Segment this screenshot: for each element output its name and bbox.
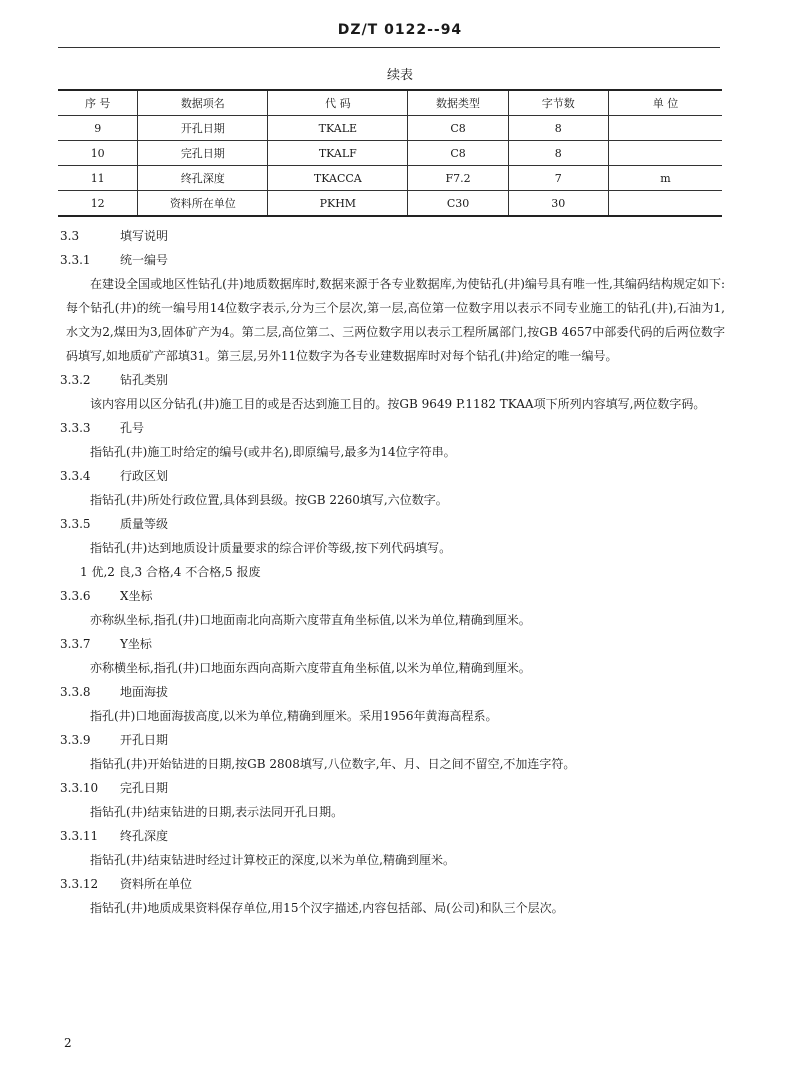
subsection-heading: [60, 368, 725, 392]
table-cell: 10: [90, 146, 105, 160]
subsection-body: 指钻孔(井)结束钻进的日期,表示法同开孔日期。: [90, 805, 344, 819]
subsection-heading: [60, 512, 725, 536]
table-cell: C30: [408, 191, 508, 217]
table-row: [58, 116, 722, 141]
subsection-heading: [60, 464, 725, 488]
page-header: DZ/T 0122--94: [337, 22, 463, 38]
subsection-body: 指钻孔(井)地质成果资料保存单位,用15个汉字描述,内容包括部、局(公司)和队三个层次。: [90, 901, 564, 915]
subsection-heading: [60, 416, 725, 440]
subsection-title: 钻孔类别: [120, 373, 169, 387]
subsection-number: 3.3.7: [60, 637, 91, 651]
subsection-heading: [60, 584, 725, 608]
table-cell: 8: [508, 116, 608, 141]
subsection-title: 完孔日期: [120, 781, 169, 795]
column-header: 数据类型: [408, 90, 508, 116]
table-cell: [608, 116, 722, 141]
subsection-heading: [60, 824, 725, 848]
table-cell: [608, 191, 722, 217]
table-cell: 资料所在单位: [138, 191, 268, 217]
subsection-body: 在建设全国或地区性钻孔(井)地质数据库时,数据来源于各专业数据库,为使钻孔(井)编号具有唯一性,其编码结构规定如下:每个钻孔(井)的统一编号用14位数字表示,分为三个层次,第一层,高位第一位数字用以表示不同专业施工的钻孔(井),石油为1,水文为2,煤田为3,固体矿产为4。第二层,高位第二、三两位数字用以表示工程所属部门,按GB 4657中部委代码的后两位数字码填写,如地质矿产部填31。第三层,另外11位数字为各专业建数据库时对每个钻孔(井)给定的唯一编号。: [66, 277, 725, 363]
table-cell: TKALE: [268, 116, 408, 141]
subsection-number: 3.3.11: [60, 829, 99, 843]
subsection-number: 3.3.1: [60, 253, 91, 267]
subsection-title: 孔号: [120, 421, 145, 435]
subsection-number: 3.3.8: [60, 685, 91, 699]
table-cell: TKALF: [268, 141, 408, 166]
grade-code-list: 1 优,2 良,3 合格,4 不合格,5 报废: [80, 565, 261, 579]
table-cell: F7.2: [408, 166, 508, 191]
subsection-body: 亦称横坐标,指孔(井)口地面东西向高斯六度带直角坐标值,以米为单位,精确到厘米。: [90, 661, 531, 675]
table-cell: PKHM: [268, 191, 408, 217]
subsection-body: 指钻孔(井)达到地质设计质量要求的综合评价等级,按下列代码填写。: [90, 541, 452, 555]
table-cell: 9: [94, 121, 102, 135]
subsection-heading: [60, 776, 725, 800]
subsection-heading: [60, 872, 725, 896]
subsection-number: 3.3.9: [60, 733, 91, 747]
column-header: 单 位: [608, 90, 722, 116]
table-cell: 完孔日期: [138, 141, 268, 166]
table-row: [58, 166, 722, 191]
subsection-title: 资料所在单位: [120, 877, 193, 891]
subsection-number: 3.3.6: [60, 589, 91, 603]
table-cell: 终孔深度: [138, 166, 268, 191]
subsection-heading: [60, 248, 725, 272]
subsection-title: 行政区划: [120, 469, 169, 483]
table-cell: 30: [508, 191, 608, 217]
table-cell: TKACCA: [268, 166, 408, 191]
subsection-title: Y坐标: [120, 637, 152, 651]
subsection-heading: [60, 680, 725, 704]
subsection-body: 指钻孔(井)开始钻进的日期,按GB 2808填写,八位数字,年、月、日之间不留空,不加连字符。: [90, 757, 576, 771]
subsection-body: 指钻孔(井)所处行政位置,具体到县级。按GB 2260填写,六位数字。: [90, 493, 448, 507]
table-cell: C8: [408, 141, 508, 166]
subsection-body: 指钻孔(井)施工时给定的编号(或井名),即原编号,最多为14位字符串。: [90, 445, 456, 459]
table-caption: 续表: [386, 68, 413, 83]
column-header: 序 号: [84, 97, 111, 110]
section-number: 3.3: [60, 229, 80, 243]
table-row: [58, 141, 722, 166]
subsection-body: 指孔(井)口地面海拔高度,以米为单位,精确到厘米。采用1956年黄海高程系。: [90, 709, 498, 723]
column-header: 数据项名: [138, 90, 268, 116]
subsection-number: 3.3.12: [60, 877, 99, 891]
subsection-number: 3.3.10: [60, 781, 99, 795]
subsection-number: 3.3.5: [60, 517, 91, 531]
column-header: 字节数: [508, 90, 608, 116]
section-heading: [60, 224, 725, 248]
subsection-body: 亦称纵坐标,指孔(井)口地面南北向高斯六度带直角坐标值,以米为单位,精确到厘米。: [90, 613, 531, 627]
section-title: 填写说明: [120, 229, 169, 243]
table-cell: m: [608, 166, 722, 191]
table-cell: 11: [90, 171, 105, 185]
subsection-title: 开孔日期: [120, 733, 169, 747]
header-divider: [58, 47, 720, 48]
subsection-title: 统一编号: [120, 253, 169, 267]
subsection-heading: [60, 632, 725, 656]
subsection-number: 3.3.4: [60, 469, 91, 483]
instructions-section: [60, 224, 725, 920]
data-items-table: [58, 89, 722, 217]
subsection-title: 终孔深度: [120, 829, 169, 843]
subsection-body: 指钻孔(井)结束钻进时经过计算校正的深度,以米为单位,精确到厘米。: [90, 853, 455, 867]
page-number: 2: [64, 1036, 72, 1050]
subsection-title: X坐标: [120, 589, 153, 603]
table-row: [58, 191, 722, 217]
subsection-heading: [60, 728, 725, 752]
table-cell: 开孔日期: [138, 116, 268, 141]
subsection-number: 3.3.2: [60, 373, 91, 387]
table-header-row: [58, 90, 722, 116]
subsection-number: 3.3.3: [60, 421, 91, 435]
subsection-body: 该内容用以区分钻孔(井)施工目的或是否达到施工目的。按GB 9649 P.1182 TKAA项下所列内容填写,两位数字码。: [90, 397, 706, 411]
subsection-title: 质量等级: [120, 517, 169, 531]
subsection-title: 地面海拔: [120, 685, 169, 699]
table-cell: 7: [508, 166, 608, 191]
column-header: 代 码: [268, 90, 408, 116]
table-cell: C8: [408, 116, 508, 141]
table-cell: 8: [508, 141, 608, 166]
table-cell: [608, 141, 722, 166]
table-cell: 12: [90, 196, 105, 210]
